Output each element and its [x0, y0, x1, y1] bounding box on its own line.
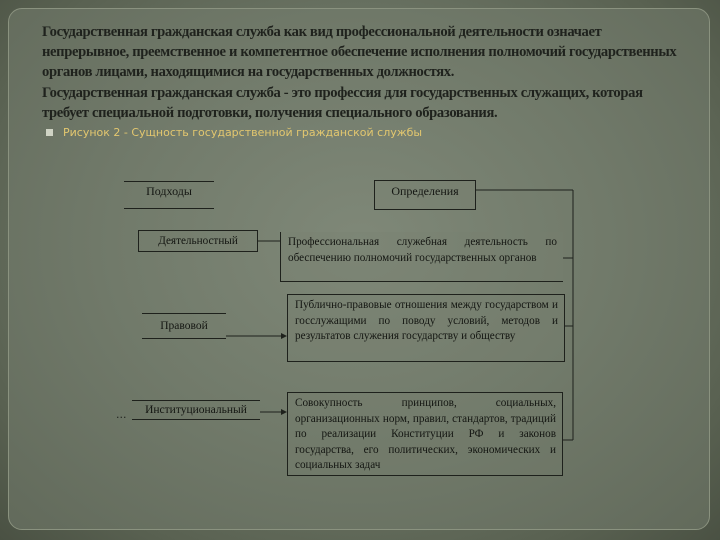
definition-text-activity: Профессиональная служебная деятельность по обеспечению полномочий государственных органов	[288, 236, 557, 264]
arrow-head-2	[281, 333, 287, 339]
heading-paragraph-2: Государственная гражданская служба - это профессия для государственных служащих, которая требует специальной подготовки, получения специального образования.	[42, 84, 643, 121]
definition-text-legal: Публично-правовые отношения между государством и госслужащими по поводу условий, методов и результатов служения государству и обществу	[295, 299, 558, 342]
approaches-header-label: Подходы	[146, 184, 192, 198]
approach-label-legal: Правовой	[160, 320, 208, 332]
figure-caption: Рисунок 2 - Сущность государственной гражданской службы	[63, 126, 423, 139]
definition-text-institutional: Совокупность принципов, социальных, организационных норм, правил, стандартов, традиций по реализации Конституции РФ и законов государства, его политических, экономических и социальных задач	[295, 397, 556, 471]
approach-label-activity: Деятельностный	[158, 235, 238, 247]
definitions-header-label: Определения	[391, 184, 459, 198]
heading-paragraph-1: Государственная гражданская служба как вид профессиональной деятельности означает непрерывное, преемственное и компетентное обеспечение исполнения полномочий государственных органов лицами, находящимися на государственных должностях.	[42, 24, 677, 81]
arrow-head-3	[281, 409, 287, 415]
ellipsis-mark: ...	[116, 408, 127, 421]
approach-label-institutional: Институциональный	[145, 404, 247, 416]
